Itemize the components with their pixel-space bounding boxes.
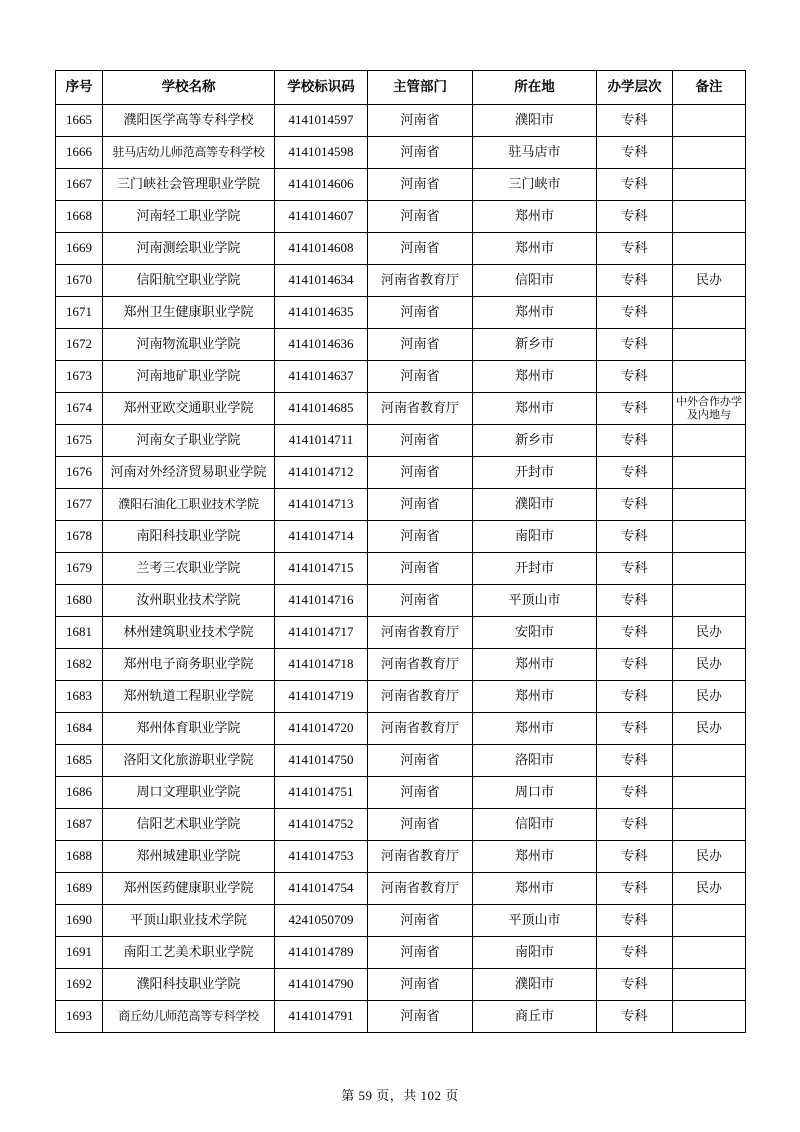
cell-remark	[673, 905, 746, 937]
cell-department: 河南省	[368, 1001, 473, 1033]
cell-school-code: 4141014713	[275, 489, 368, 521]
cell-school-name: 三门峡社会管理职业学院	[103, 169, 275, 201]
cell-school-code: 4141014712	[275, 457, 368, 489]
cell-level: 专科	[597, 585, 673, 617]
table-row	[56, 137, 746, 169]
cell-school-name: 濮阳石油化工职业技术学院	[103, 489, 275, 521]
cell-school-name: 郑州亚欧交通职业学院	[103, 393, 275, 425]
cell-location: 郑州市	[473, 649, 597, 681]
cell-department: 河南省	[368, 329, 473, 361]
table-row	[56, 297, 746, 329]
cell-location: 郑州市	[473, 713, 597, 745]
cell-level: 专科	[597, 201, 673, 233]
cell-location: 郑州市	[473, 201, 597, 233]
cell-level: 专科	[597, 329, 673, 361]
cell-location: 安阳市	[473, 617, 597, 649]
table-row	[56, 649, 746, 681]
cell-remark: 民办	[673, 617, 746, 649]
table-row	[56, 841, 746, 873]
cell-seq: 1670	[56, 265, 103, 297]
cell-school-code: 4141014715	[275, 553, 368, 585]
table-row	[56, 425, 746, 457]
cell-seq: 1688	[56, 841, 103, 873]
cell-school-name: 河南测绘职业学院	[103, 233, 275, 265]
cell-school-code: 4141014635	[275, 297, 368, 329]
cell-level: 专科	[597, 105, 673, 137]
cell-location: 郑州市	[473, 361, 597, 393]
cell-school-name: 驻马店幼儿师范高等专科学校	[103, 137, 275, 169]
cell-seq: 1693	[56, 1001, 103, 1033]
cell-seq: 1686	[56, 777, 103, 809]
cell-level: 专科	[597, 617, 673, 649]
table-row	[56, 745, 746, 777]
cell-location: 郑州市	[473, 681, 597, 713]
cell-school-name: 兰考三农职业学院	[103, 553, 275, 585]
cell-remark	[673, 809, 746, 841]
cell-school-name: 郑州电子商务职业学院	[103, 649, 275, 681]
cell-seq: 1676	[56, 457, 103, 489]
cell-department: 河南省教育厅	[368, 393, 473, 425]
cell-level: 专科	[597, 425, 673, 457]
cell-seq: 1680	[56, 585, 103, 617]
table-header-row	[56, 71, 746, 105]
cell-seq: 1667	[56, 169, 103, 201]
cell-school-code: 4141014711	[275, 425, 368, 457]
cell-school-code: 4141014719	[275, 681, 368, 713]
cell-remark	[673, 425, 746, 457]
cell-department: 河南省教育厅	[368, 649, 473, 681]
table-row	[56, 585, 746, 617]
cell-level: 专科	[597, 393, 673, 425]
cell-location: 濮阳市	[473, 969, 597, 1001]
table-row	[56, 873, 746, 905]
table-body	[56, 105, 746, 1033]
cell-school-code: 4141014791	[275, 1001, 368, 1033]
cell-level: 专科	[597, 809, 673, 841]
column-header-remark: 备注	[673, 71, 746, 105]
cell-location: 开封市	[473, 457, 597, 489]
column-header-location: 所在地	[473, 71, 597, 105]
cell-school-code: 4141014751	[275, 777, 368, 809]
cell-seq: 1673	[56, 361, 103, 393]
school-list-table	[55, 70, 746, 1033]
cell-school-name: 河南女子职业学院	[103, 425, 275, 457]
cell-level: 专科	[597, 489, 673, 521]
table-row	[56, 105, 746, 137]
column-header-level: 办学层次	[597, 71, 673, 105]
cell-remark: 中外合作办学及内地与	[673, 393, 746, 425]
table-row	[56, 905, 746, 937]
cell-remark: 民办	[673, 265, 746, 297]
cell-seq: 1675	[56, 425, 103, 457]
cell-remark	[673, 521, 746, 553]
cell-seq: 1677	[56, 489, 103, 521]
cell-school-name: 郑州轨道工程职业学院	[103, 681, 275, 713]
cell-location: 郑州市	[473, 841, 597, 873]
cell-department: 河南省教育厅	[368, 873, 473, 905]
cell-remark	[673, 777, 746, 809]
table-row	[56, 617, 746, 649]
cell-seq: 1665	[56, 105, 103, 137]
cell-level: 专科	[597, 649, 673, 681]
cell-department: 河南省	[368, 169, 473, 201]
cell-seq: 1678	[56, 521, 103, 553]
table-row	[56, 329, 746, 361]
table-row	[56, 809, 746, 841]
cell-department: 河南省	[368, 809, 473, 841]
cell-location: 南阳市	[473, 521, 597, 553]
cell-school-code: 4141014634	[275, 265, 368, 297]
cell-location: 平顶山市	[473, 585, 597, 617]
cell-remark: 民办	[673, 841, 746, 873]
cell-school-name: 南阳工艺美术职业学院	[103, 937, 275, 969]
cell-seq: 1690	[56, 905, 103, 937]
table-row	[56, 777, 746, 809]
cell-department: 河南省	[368, 201, 473, 233]
table-row	[56, 233, 746, 265]
cell-school-name: 濮阳医学高等专科学校	[103, 105, 275, 137]
cell-school-code: 4141014790	[275, 969, 368, 1001]
cell-remark	[673, 297, 746, 329]
cell-school-code: 4141014607	[275, 201, 368, 233]
cell-remark	[673, 137, 746, 169]
cell-school-name: 信阳航空职业学院	[103, 265, 275, 297]
table-row	[56, 1001, 746, 1033]
cell-school-code: 4141014637	[275, 361, 368, 393]
cell-level: 专科	[597, 297, 673, 329]
cell-department: 河南省教育厅	[368, 841, 473, 873]
cell-level: 专科	[597, 457, 673, 489]
cell-school-name: 郑州医药健康职业学院	[103, 873, 275, 905]
cell-location: 驻马店市	[473, 137, 597, 169]
column-header-name: 学校名称	[103, 71, 275, 105]
cell-remark	[673, 361, 746, 393]
cell-department: 河南省	[368, 489, 473, 521]
cell-school-name: 河南地矿职业学院	[103, 361, 275, 393]
cell-location: 周口市	[473, 777, 597, 809]
cell-school-code: 4141014750	[275, 745, 368, 777]
cell-level: 专科	[597, 553, 673, 585]
cell-school-name: 商丘幼儿师范高等专科学校	[103, 1001, 275, 1033]
cell-location: 郑州市	[473, 393, 597, 425]
cell-school-code: 4141014608	[275, 233, 368, 265]
cell-department: 河南省	[368, 777, 473, 809]
cell-seq: 1679	[56, 553, 103, 585]
column-header-seq: 序号	[56, 71, 103, 105]
cell-school-code: 4141014717	[275, 617, 368, 649]
cell-location: 南阳市	[473, 937, 597, 969]
cell-location: 濮阳市	[473, 489, 597, 521]
cell-level: 专科	[597, 681, 673, 713]
cell-department: 河南省	[368, 521, 473, 553]
cell-remark	[673, 489, 746, 521]
table-row	[56, 713, 746, 745]
table-row	[56, 521, 746, 553]
cell-school-code: 4141014685	[275, 393, 368, 425]
cell-seq: 1674	[56, 393, 103, 425]
cell-level: 专科	[597, 969, 673, 1001]
cell-remark	[673, 105, 746, 137]
cell-location: 信阳市	[473, 265, 597, 297]
cell-school-name: 河南轻工职业学院	[103, 201, 275, 233]
cell-department: 河南省	[368, 105, 473, 137]
cell-department: 河南省	[368, 361, 473, 393]
cell-level: 专科	[597, 137, 673, 169]
table-row	[56, 457, 746, 489]
cell-department: 河南省教育厅	[368, 265, 473, 297]
cell-department: 河南省	[368, 905, 473, 937]
cell-school-code: 4141014714	[275, 521, 368, 553]
cell-school-code: 4141014598	[275, 137, 368, 169]
cell-school-name: 洛阳文化旅游职业学院	[103, 745, 275, 777]
cell-location: 开封市	[473, 553, 597, 585]
cell-school-code: 4141014789	[275, 937, 368, 969]
cell-location: 濮阳市	[473, 105, 597, 137]
cell-department: 河南省	[368, 425, 473, 457]
cell-remark	[673, 1001, 746, 1033]
cell-level: 专科	[597, 233, 673, 265]
cell-remark: 民办	[673, 713, 746, 745]
cell-school-code: 4141014606	[275, 169, 368, 201]
cell-remark	[673, 201, 746, 233]
cell-school-name: 周口文理职业学院	[103, 777, 275, 809]
cell-level: 专科	[597, 713, 673, 745]
cell-school-name: 河南对外经济贸易职业学院	[103, 457, 275, 489]
cell-department: 河南省	[368, 233, 473, 265]
cell-school-name: 郑州卫生健康职业学院	[103, 297, 275, 329]
cell-school-name: 信阳艺术职业学院	[103, 809, 275, 841]
cell-remark	[673, 585, 746, 617]
table-row	[56, 361, 746, 393]
cell-school-code: 4141014597	[275, 105, 368, 137]
cell-level: 专科	[597, 777, 673, 809]
cell-seq: 1666	[56, 137, 103, 169]
cell-location: 新乡市	[473, 329, 597, 361]
cell-seq: 1691	[56, 937, 103, 969]
cell-school-name: 郑州体育职业学院	[103, 713, 275, 745]
cell-remark	[673, 329, 746, 361]
cell-location: 商丘市	[473, 1001, 597, 1033]
cell-department: 河南省教育厅	[368, 617, 473, 649]
cell-department: 河南省	[368, 553, 473, 585]
cell-department: 河南省教育厅	[368, 713, 473, 745]
cell-school-code: 4241050709	[275, 905, 368, 937]
table-row	[56, 553, 746, 585]
cell-department: 河南省	[368, 969, 473, 1001]
cell-level: 专科	[597, 873, 673, 905]
table-row	[56, 201, 746, 233]
cell-school-code: 4141014720	[275, 713, 368, 745]
cell-location: 郑州市	[473, 297, 597, 329]
cell-department: 河南省	[368, 137, 473, 169]
table-row	[56, 169, 746, 201]
table-row	[56, 969, 746, 1001]
cell-seq: 1685	[56, 745, 103, 777]
cell-department: 河南省	[368, 585, 473, 617]
cell-level: 专科	[597, 521, 673, 553]
cell-seq: 1687	[56, 809, 103, 841]
cell-school-name: 南阳科技职业学院	[103, 521, 275, 553]
cell-remark: 民办	[673, 681, 746, 713]
cell-level: 专科	[597, 745, 673, 777]
cell-seq: 1684	[56, 713, 103, 745]
cell-department: 河南省	[368, 297, 473, 329]
cell-location: 郑州市	[473, 233, 597, 265]
cell-school-name: 林州建筑职业技术学院	[103, 617, 275, 649]
table-row	[56, 681, 746, 713]
cell-remark	[673, 969, 746, 1001]
cell-level: 专科	[597, 905, 673, 937]
cell-location: 郑州市	[473, 873, 597, 905]
cell-location: 新乡市	[473, 425, 597, 457]
cell-seq: 1689	[56, 873, 103, 905]
page-footer: 第 59 页，共 102 页	[341, 1088, 459, 1103]
cell-department: 河南省	[368, 745, 473, 777]
cell-level: 专科	[597, 1001, 673, 1033]
cell-level: 专科	[597, 361, 673, 393]
cell-remark	[673, 233, 746, 265]
table-row	[56, 937, 746, 969]
cell-seq: 1682	[56, 649, 103, 681]
cell-school-code: 4141014753	[275, 841, 368, 873]
cell-location: 平顶山市	[473, 905, 597, 937]
cell-department: 河南省	[368, 457, 473, 489]
cell-department: 河南省教育厅	[368, 681, 473, 713]
cell-seq: 1683	[56, 681, 103, 713]
table-row	[56, 393, 746, 425]
cell-department: 河南省	[368, 937, 473, 969]
cell-school-name: 郑州城建职业学院	[103, 841, 275, 873]
cell-school-code: 4141014716	[275, 585, 368, 617]
cell-remark: 民办	[673, 873, 746, 905]
table-row	[56, 489, 746, 521]
cell-seq: 1692	[56, 969, 103, 1001]
cell-seq: 1668	[56, 201, 103, 233]
cell-school-code: 4141014752	[275, 809, 368, 841]
cell-remark	[673, 553, 746, 585]
cell-seq: 1671	[56, 297, 103, 329]
cell-level: 专科	[597, 937, 673, 969]
table-row	[56, 265, 746, 297]
cell-location: 信阳市	[473, 809, 597, 841]
cell-level: 专科	[597, 265, 673, 297]
cell-remark	[673, 745, 746, 777]
cell-seq: 1669	[56, 233, 103, 265]
cell-school-code: 4141014718	[275, 649, 368, 681]
cell-school-name: 平顶山职业技术学院	[103, 905, 275, 937]
cell-location: 三门峡市	[473, 169, 597, 201]
cell-school-name: 汝州职业技术学院	[103, 585, 275, 617]
cell-remark	[673, 937, 746, 969]
cell-level: 专科	[597, 169, 673, 201]
cell-school-name: 河南物流职业学院	[103, 329, 275, 361]
cell-remark: 民办	[673, 649, 746, 681]
cell-remark	[673, 457, 746, 489]
cell-seq: 1681	[56, 617, 103, 649]
column-header-code: 学校标识码	[275, 71, 368, 105]
cell-school-code: 4141014636	[275, 329, 368, 361]
cell-remark	[673, 169, 746, 201]
cell-seq: 1672	[56, 329, 103, 361]
cell-level: 专科	[597, 841, 673, 873]
cell-location: 洛阳市	[473, 745, 597, 777]
cell-school-code: 4141014754	[275, 873, 368, 905]
cell-school-name: 濮阳科技职业学院	[103, 969, 275, 1001]
column-header-dept: 主管部门	[368, 71, 473, 105]
